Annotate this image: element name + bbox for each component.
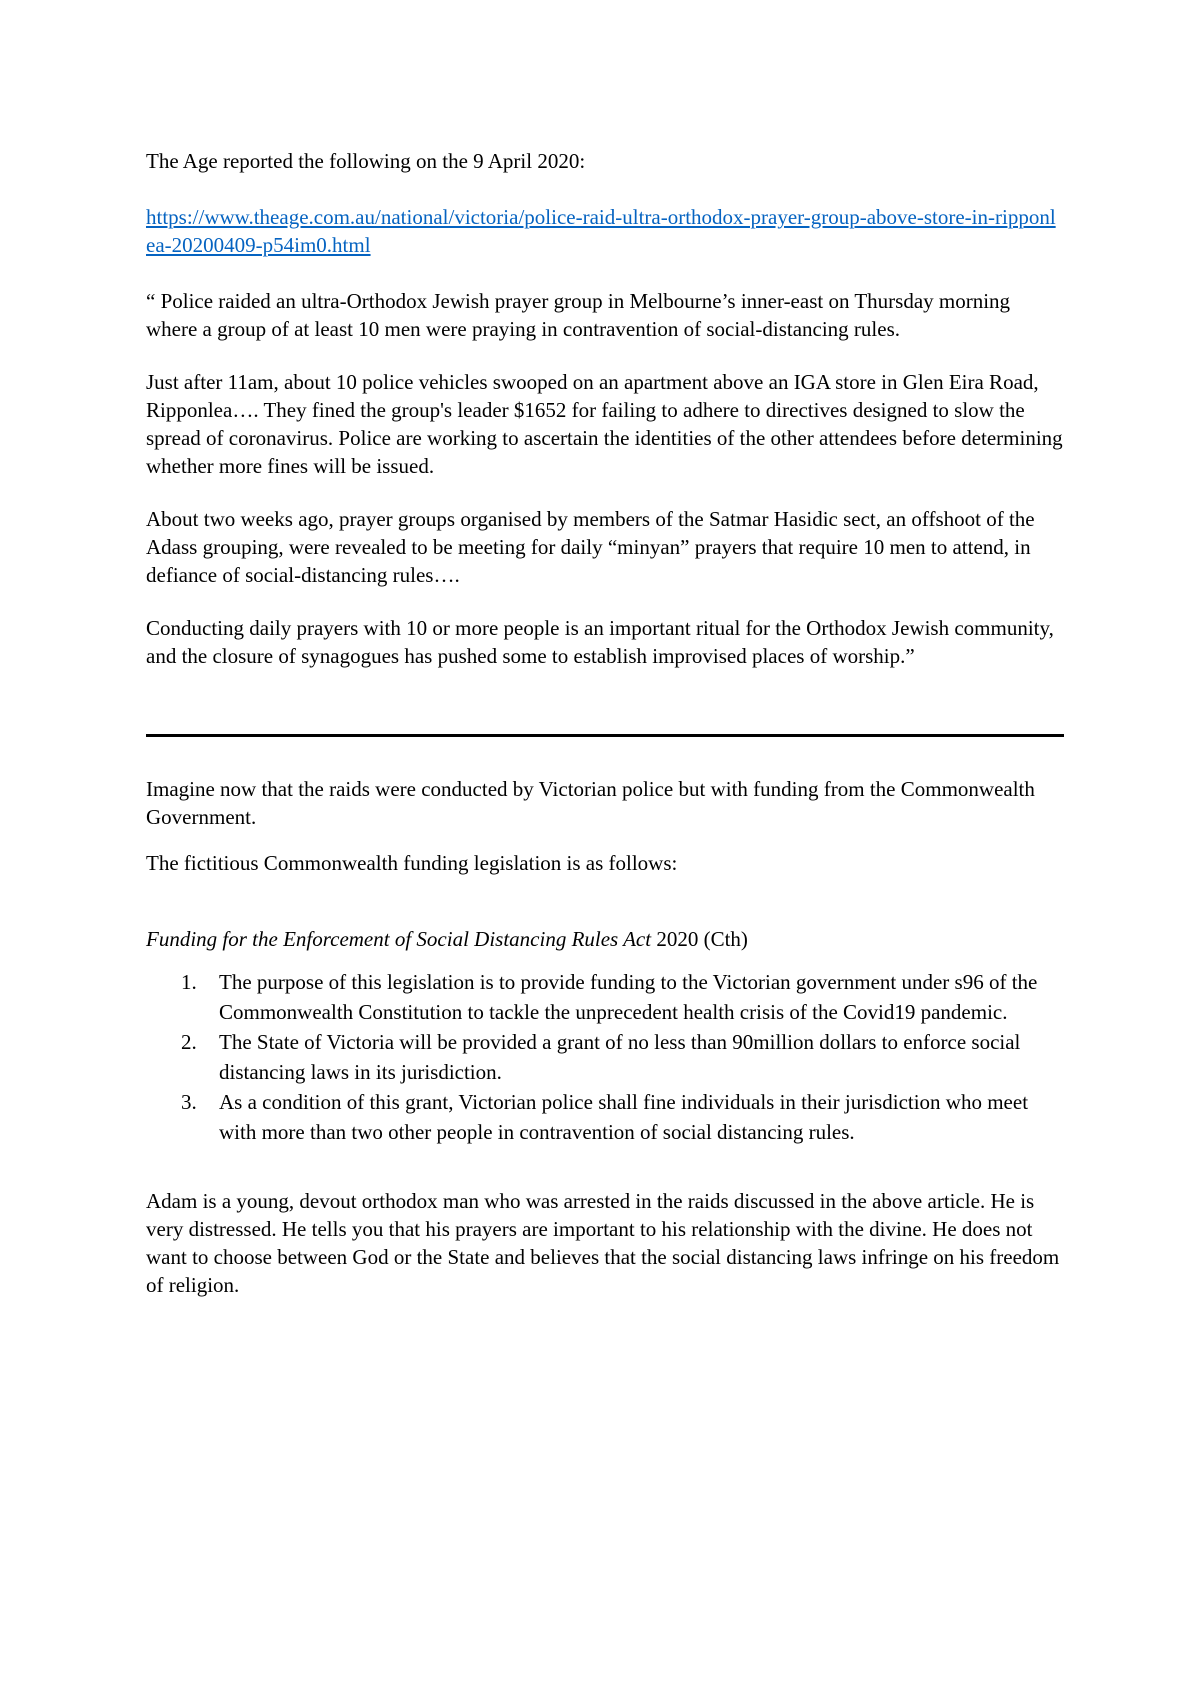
horizontal-divider [146,734,1064,737]
act-provisions-list [146,967,1064,1147]
article-link-paragraph [146,203,1064,259]
provision-text: The purpose of this legislation is to provide funding to the Victorian government under s96 of the Commonwealth Constitution to tackle the unprecedent health crisis of the Covid19 pandemic. [219,970,1038,1024]
act-title-suffix: 2020 (Cth) [651,927,748,951]
act-title-italic: Funding for the Enforcement of Social Distancing Rules Act [146,927,652,951]
adam-facts-paragraph: Adam is a young, devout orthodox man who was arrested in the raids discussed in the above article. He is very distressed. He tells you that his prayers are important to his relationship with the divine. He does not want to choose between God or the State and believes that the social distancing laws infringe on his freedom of religion. [146,1189,1060,1297]
scenario-imagine: Imagine now that the raids were conducted by Victorian police but with funding from the Commonwealth Government. [146,777,1035,829]
quote-paragraph-1: “ Police raided an ultra-Orthodox Jewish prayer group in Melbourne’s inner-east on Thursday morning where a group of at least 10 men were praying in contravention of social-distancing rules. [146,289,1011,341]
document-page [146,147,1064,1299]
provision-text: As a condition of this grant, Victorian police shall fine individuals in their jurisdiction who meet with more than two other people in contravention of social distancing rules. [219,1090,1029,1144]
article-link[interactable]: https://www.theage.com.au/national/victoria/police-raid-ultra-orthodox-prayer-group-above-store-in-ripponlea-20200409-p54im0.html [146,205,1056,257]
provision-number: 1. [181,970,197,994]
act-provision [146,1027,1064,1087]
reported-line: The Age reported the following on the 9 April 2020: [146,149,586,173]
provision-text: The State of Victoria will be provided a grant of no less than 90million dollars to enforce social distancing laws in its jurisdiction. [219,1030,1021,1084]
act-provision [146,1087,1064,1147]
quote-paragraph-4: Conducting daily prayers with 10 or more people is an important ritual for the Orthodox Jewish community, and the closure of synagogues has pushed some to establish improvised places of worship.” [146,616,1054,668]
provision-number: 2. [181,1030,197,1054]
provision-number: 3. [181,1090,197,1114]
act-provision [146,967,1064,1027]
quote-paragraph-2: Just after 11am, about 10 police vehicles swooped on an apartment above an IGA store in Glen Eira Road, Ripponlea…. They fined the group's leader $1652 for failing to adhere to directives designed to slow the spread of coronavirus. Police are working to ascertain the identities of the other attendees before determining whether more fines will be issued. [146,370,1063,478]
act-title [146,925,1064,953]
quote-paragraph-3: About two weeks ago, prayer groups organised by members of the Satmar Hasidic sect, an offshoot of the Adass grouping, were revealed to be meeting for daily “minyan” prayers that require 10 men to attend, in defiance of social-distancing rules…. [146,507,1035,587]
legislation-intro: The fictitious Commonwealth funding legislation is as follows: [146,851,678,875]
